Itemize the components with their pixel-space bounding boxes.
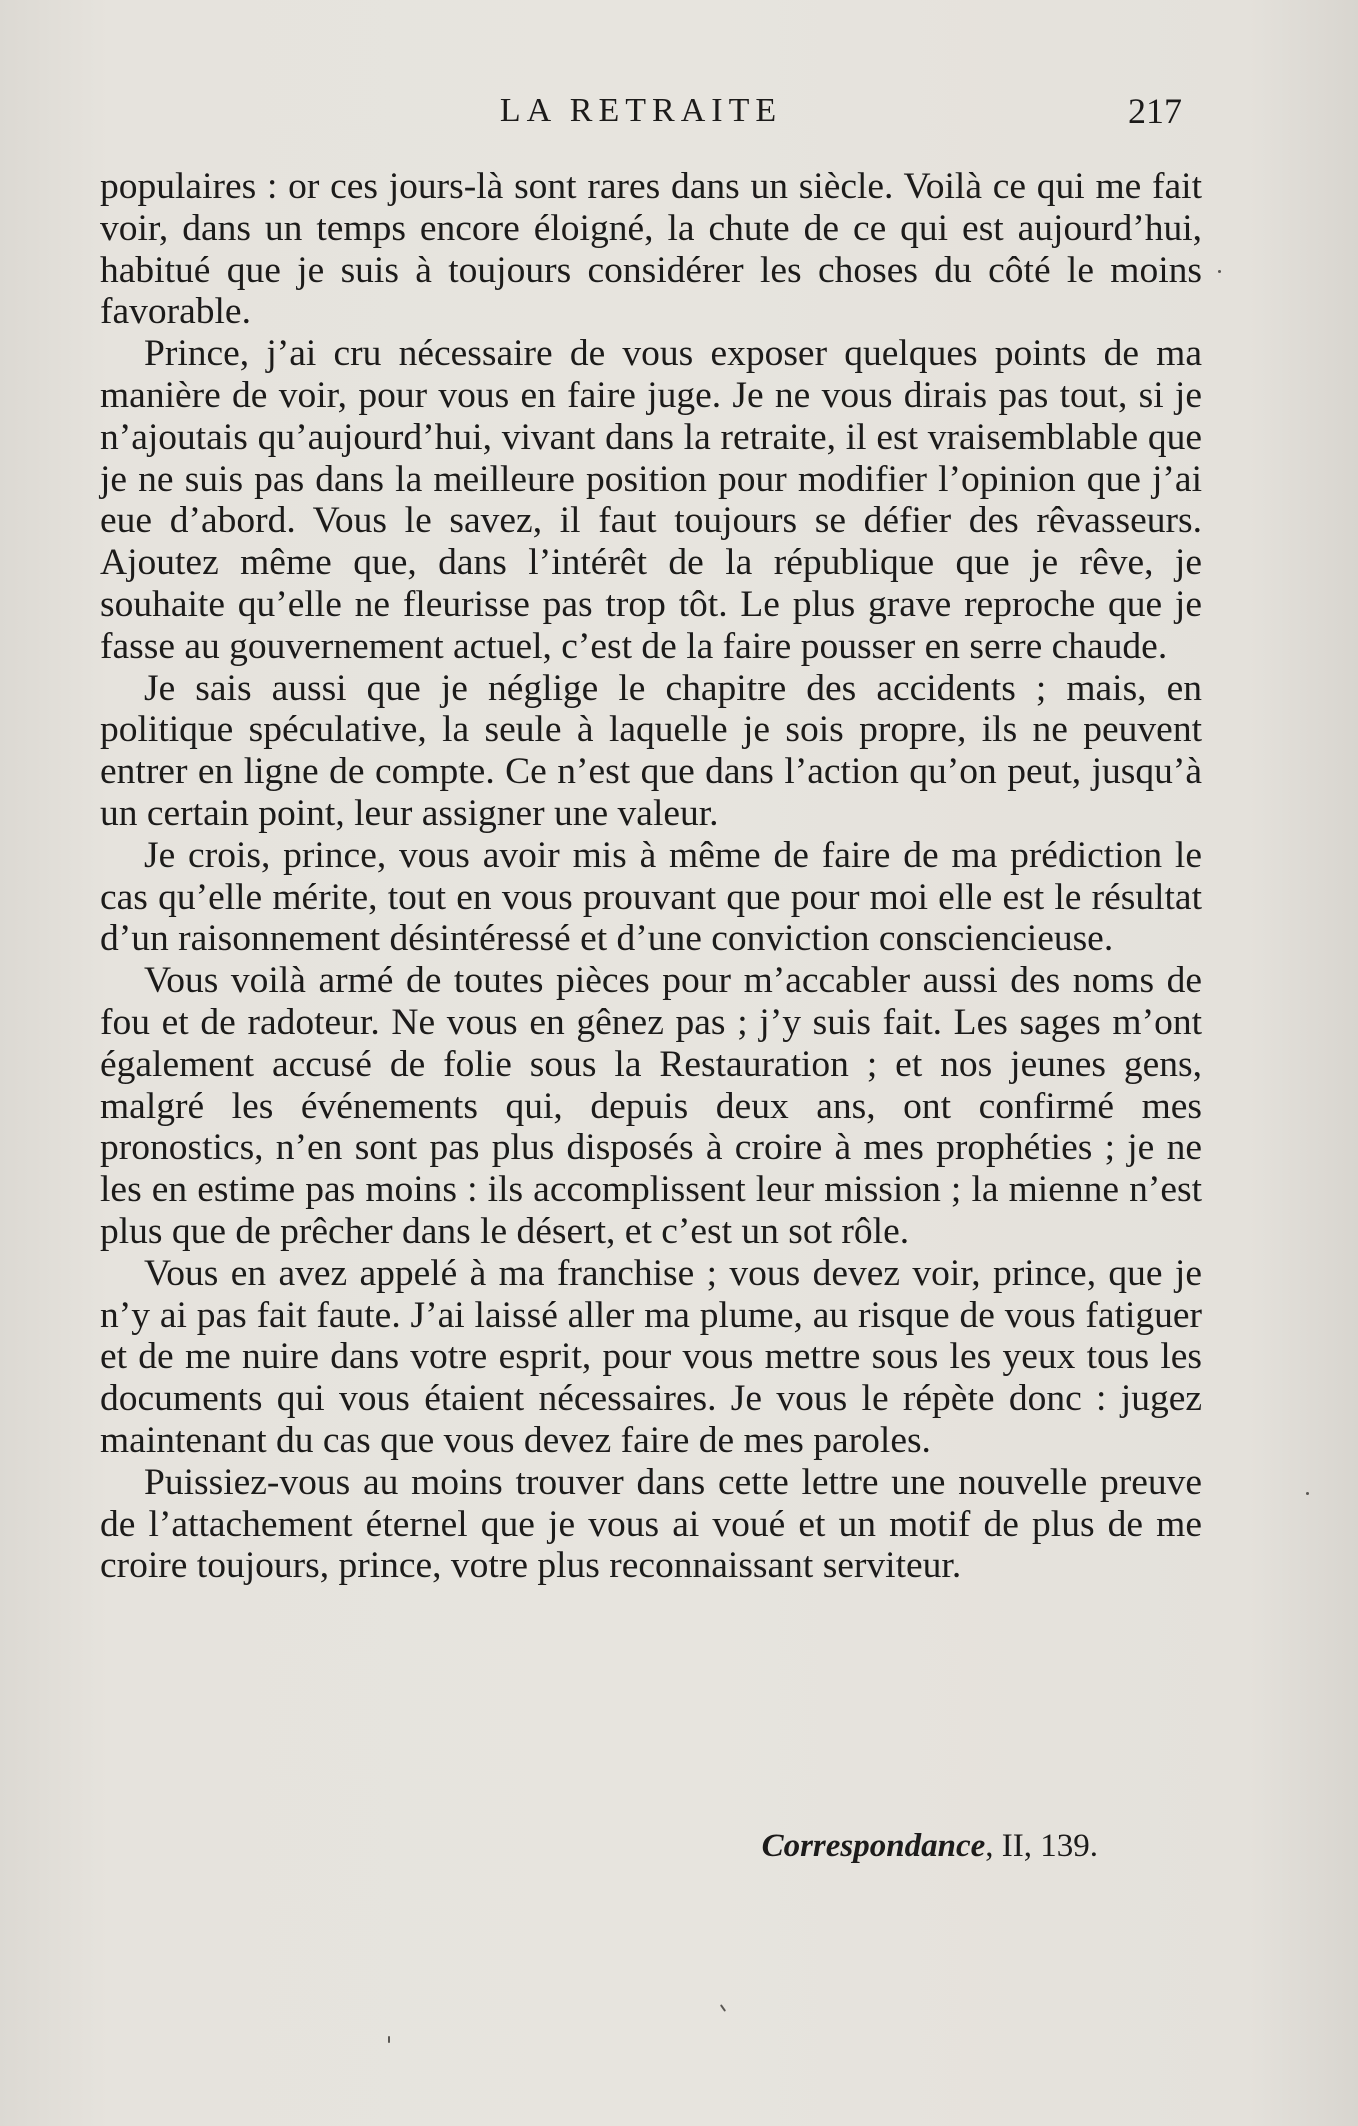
- citation: [762, 1824, 1098, 1868]
- page-number: 217: [1128, 91, 1182, 131]
- paragraph-6: Vous en avez appelé à ma franchise ; vous devez voir, prince, que je n’y ai pas fait faute. J’ai laissé aller ma plume, au risque de vous fatiguer et de me nuire dans votre esprit, pour vous mettre sous les yeux tous les documents qui vous étaient nécessaires. Je vous le répète donc : jugez maintenant du cas que vous devez faire de mes paroles.: [100, 1252, 1202, 1461]
- paragraph-2: Prince, j’ai cru nécessaire de vous exposer quelques points de ma manière de voir, pour vous en faire juge. Je ne vous dirais pas tout, si je n’ajoutais qu’aujourd’hui, vivant dans la retraite, il est vraisemblable que je ne suis pas dans la meilleure position pour modifier l’opinion que j’ai eue d’abord. Vous le savez, il faut toujours se défier des rêvasseurs. Ajoutez même que, dans l’intérêt de la république que je rêve, je souhaite qu’elle ne fleurisse pas trop tôt. Le plus grave reproche que je fasse au gouvernement actuel, c’est de la faire pousser en serre chaude.: [100, 333, 1202, 667]
- paragraph-7: Puissiez-vous au moins trouver dans cette lettre une nouvelle preuve de l’attachement éternel que je vous ai voué et un motif de plus de me croire toujours, prince, votre plus reconnaissant serviteur.: [100, 1461, 1202, 1587]
- running-head: [100, 86, 1182, 136]
- running-title: LA RETRAITE: [499, 92, 783, 129]
- paragraph-1: populaires : or ces jours-là sont rares dans un siècle. Voilà ce qui me fait voir, dans un temps encore éloigné, la chute de ce qui est aujourd’hui, habitué que je suis à toujours considérer les choses du côté le moins favorable.: [100, 166, 1202, 333]
- paper-speck: [1218, 270, 1221, 273]
- body-text: [100, 166, 1202, 1587]
- citation-work: Correspondance: [761, 1828, 986, 1864]
- paragraph-3: Je sais aussi que je néglige le chapitre des accidents ; mais, en politique spéculative, la seule à laquelle je sois propre, ils ne peuvent entrer en ligne de compte. Ce n’est que dans l’action qu’on peut, jusqu’à un certain point, leur assigner une valeur.: [100, 667, 1202, 834]
- citation-reference: , II, 139.: [985, 1828, 1098, 1864]
- paper-speck: [388, 2036, 390, 2043]
- paper-speck: [1306, 1492, 1309, 1495]
- paper-speck: [720, 2004, 726, 2012]
- paragraph-5: Vous voilà armé de toutes pièces pour m’accabler aussi des noms de fou et de radoteur. Ne vous en gênez pas ; j’y suis fait. Les sages m’ont également accusé de folie sous la Restauration ; et nos jeunes gens, malgré les événements qui, depuis deux ans, ont confirmé mes pronostics, n’en sont pas plus disposés à croire à mes prophéties ; je ne les en estime pas moins : ils accomplissent leur mission ; la mienne n’est plus que de prêcher dans le désert, et c’est un sot rôle.: [100, 960, 1202, 1252]
- paragraph-4: Je crois, prince, vous avoir mis à même de faire de ma prédiction le cas qu’elle mérite, tout en vous prouvant que pour moi elle est le résultat d’un raisonnement désintéressé et d’une conviction consciencieuse.: [100, 834, 1202, 960]
